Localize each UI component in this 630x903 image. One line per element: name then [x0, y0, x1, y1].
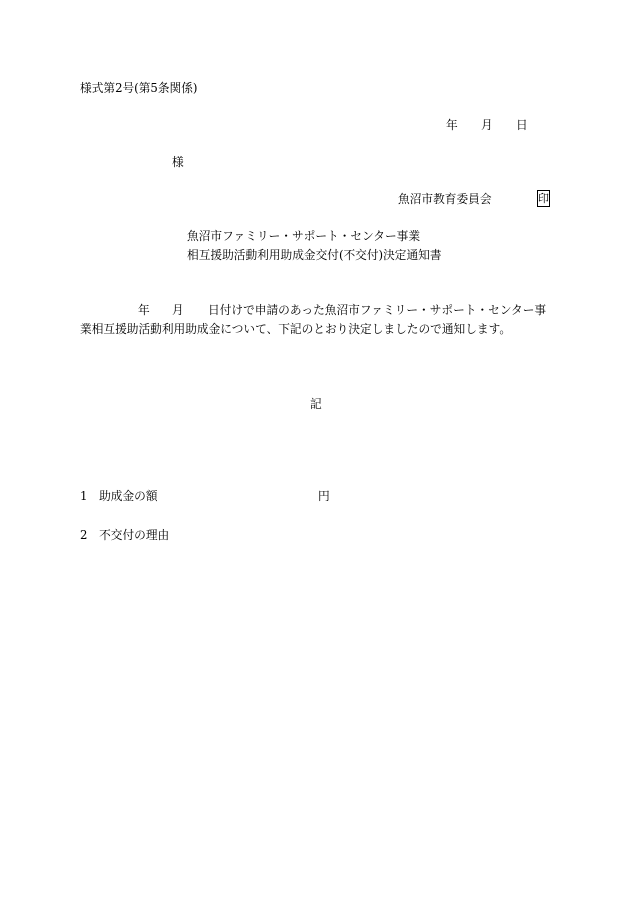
item-grant-amount-label: 1 助成金の額 — [80, 489, 158, 503]
form-number: 様式第2号(第5条関係) — [80, 81, 198, 95]
date-year-label: 年 — [446, 118, 458, 132]
body-text-line2: 業相互援助活動利用助成金について、下記のとおり決定しましたので通知します。 — [80, 322, 512, 336]
date-day-label: 日 — [516, 118, 528, 132]
body-year-label: 年 — [138, 303, 150, 317]
date-month-label: 月 — [481, 118, 493, 132]
addressee-suffix: 様 — [172, 155, 184, 169]
document-title-line1: 魚沼市ファミリー・サポート・センター事業 — [187, 229, 421, 243]
item-non-grant-reason-label: 2 不交付の理由 — [80, 528, 170, 542]
note-heading: 記 — [310, 397, 322, 411]
body-text-line1: 日付けで申請のあった魚沼市ファミリー・サポート・センター事 — [208, 303, 547, 317]
issuer-name: 魚沼市教育委員会 — [398, 192, 492, 206]
document-title-line2: 相互援助活動利用助成金交付(不交付)決定通知書 — [187, 248, 442, 262]
seal-stamp-box: 印 — [538, 192, 549, 205]
body-month-label: 月 — [172, 303, 184, 317]
item-grant-amount-unit: 円 — [318, 489, 330, 503]
